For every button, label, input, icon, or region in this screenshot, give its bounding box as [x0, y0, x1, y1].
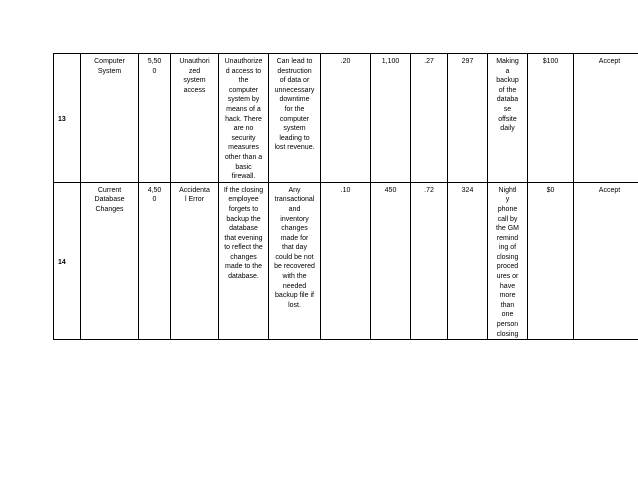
asset-value-cell: 5,50 0 — [139, 54, 171, 183]
factor-cell: .72 — [411, 182, 448, 340]
vulnerability-cell: Unauthorize d access to the computer system by means of a hack. There are no security measures other than a basic firewall. — [219, 54, 269, 183]
control-cell: Nightl y phone call by the GM remind ing of closing proced ures or have more than one person closing — [488, 182, 528, 340]
threat-cell: Unauthori zed system access — [171, 54, 219, 183]
factor-cell: .27 — [411, 54, 448, 183]
impact-cell: Any transactional and inventory changes made for that day could be not be recovered with the needed backup file if lost. — [269, 182, 321, 340]
score-cell: 297 — [448, 54, 488, 183]
table-row — [54, 54, 638, 183]
threat-cell: Accidenta l Error — [171, 182, 219, 340]
risk-assessment-table — [53, 53, 638, 340]
impact-cell: Can lead to destruction of data or unnecessary downtime for the computer system leading to lost revenue. — [269, 54, 321, 183]
decision-cell: Accept — [574, 182, 638, 340]
row-number: 14 — [54, 182, 81, 340]
loss-cell: 450 — [371, 182, 411, 340]
cost-cell: $0 — [528, 182, 574, 340]
row-number: 13 — [54, 54, 81, 183]
probability-cell: .10 — [321, 182, 371, 340]
control-cell: Making a backup of the databa se offsite daily — [488, 54, 528, 183]
cost-cell: $100 — [528, 54, 574, 183]
loss-cell: 1,100 — [371, 54, 411, 183]
asset-value-cell: 4,50 0 — [139, 182, 171, 340]
vulnerability-cell: If the closing employee forgets to backup the database that evening to reflect the changes made to the database. — [219, 182, 269, 340]
decision-cell: Accept — [574, 54, 638, 183]
asset-cell: Current Database Changes — [81, 182, 139, 340]
score-cell: 324 — [448, 182, 488, 340]
probability-cell: .20 — [321, 54, 371, 183]
table-row — [54, 182, 638, 340]
asset-cell: Computer System — [81, 54, 139, 183]
